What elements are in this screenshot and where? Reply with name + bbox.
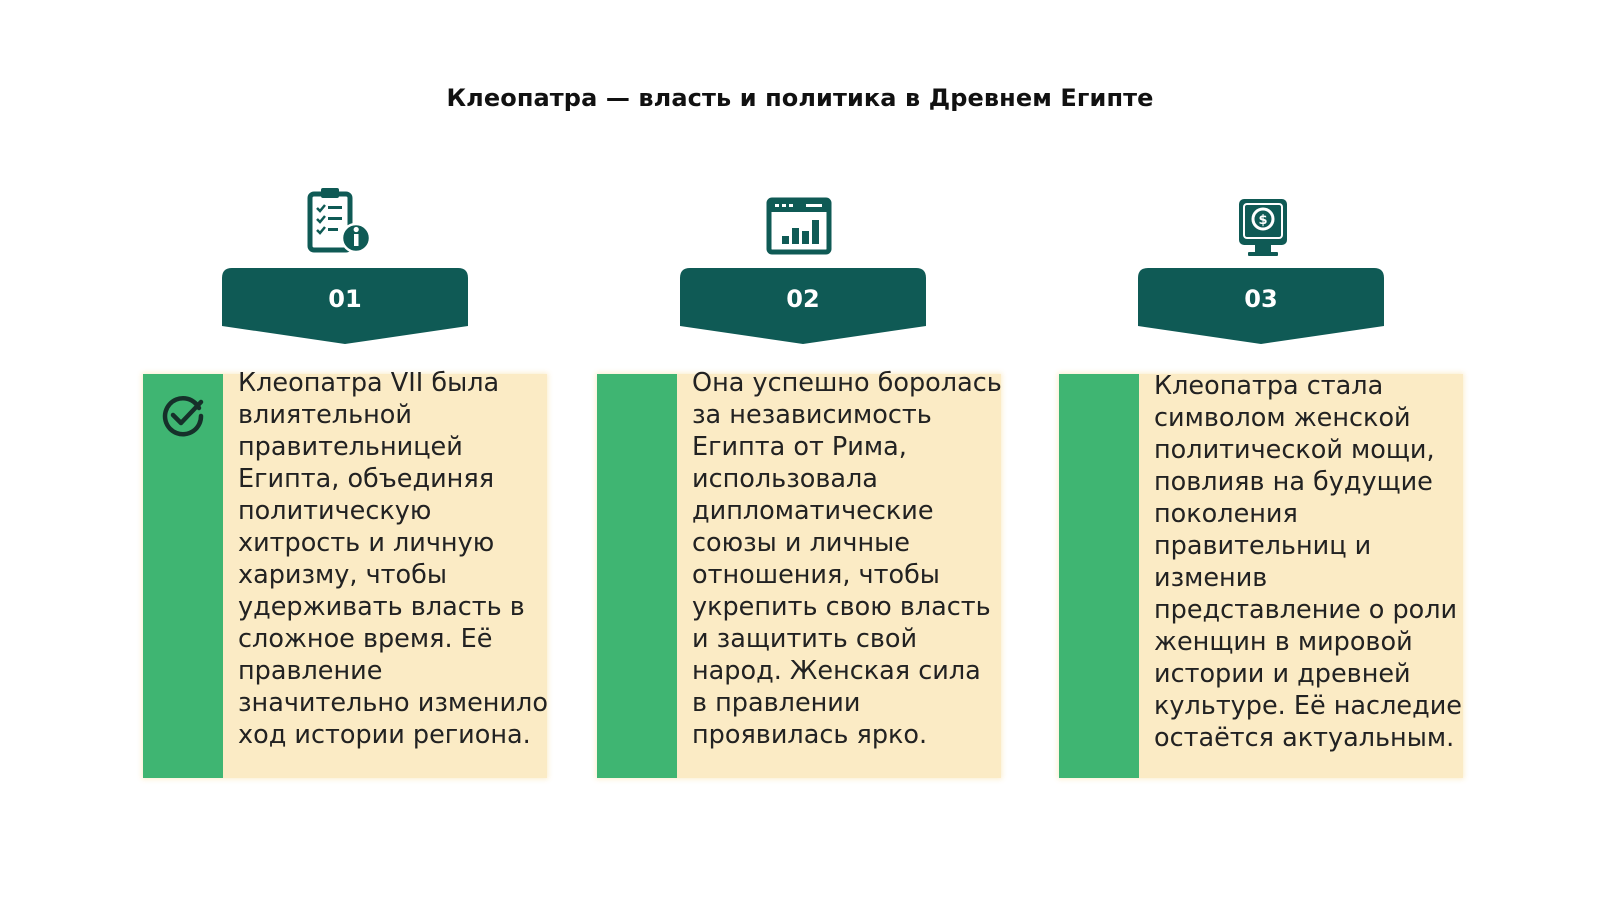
dollar-monitor-icon — [1236, 196, 1316, 276]
accent-bar — [1059, 374, 1139, 778]
step-number: 02 — [786, 285, 820, 313]
svg-text:$: $ — [1258, 213, 1268, 228]
bar-chart-window-icon — [766, 196, 846, 276]
step-description: Она успешно боролась за независимость Египта от Рима, использовала дипломатические союзы и личные отношения, чтобы укрепить свою власть и защитить свой народ. Женская сила в правлении проявилась ярко. — [692, 368, 1002, 750]
accent-bar — [597, 374, 677, 778]
step-badge — [680, 268, 926, 344]
page-title: Клеопатра — власть и политика в Древнем Египте — [446, 84, 1154, 112]
check-circle-icon — [161, 394, 205, 438]
step-card — [597, 368, 1002, 778]
accent-bar — [143, 374, 223, 778]
step-description: Клеопатра VII была влиятельной правительницей Египта, объединяя политическую хитрость и личную харизму, чтобы удерживать власть в сложное время. Её правление значительно изменило ход истории региона. — [238, 368, 548, 750]
step-number: 01 — [328, 285, 362, 313]
step-card — [143, 368, 548, 778]
step-badge — [1138, 268, 1384, 344]
step-number: 03 — [1244, 285, 1278, 313]
clipboard-checklist-info-icon — [304, 186, 384, 266]
step-description: Клеопатра стала символом женской политической мощи, повлияв на будущие поколения правительниц и изменив представление о роли женщин в мировой истории и древней культуре. Её наследие остаётся актуальным. — [1154, 371, 1462, 753]
step-card — [1059, 371, 1463, 778]
step-badge — [222, 268, 468, 344]
